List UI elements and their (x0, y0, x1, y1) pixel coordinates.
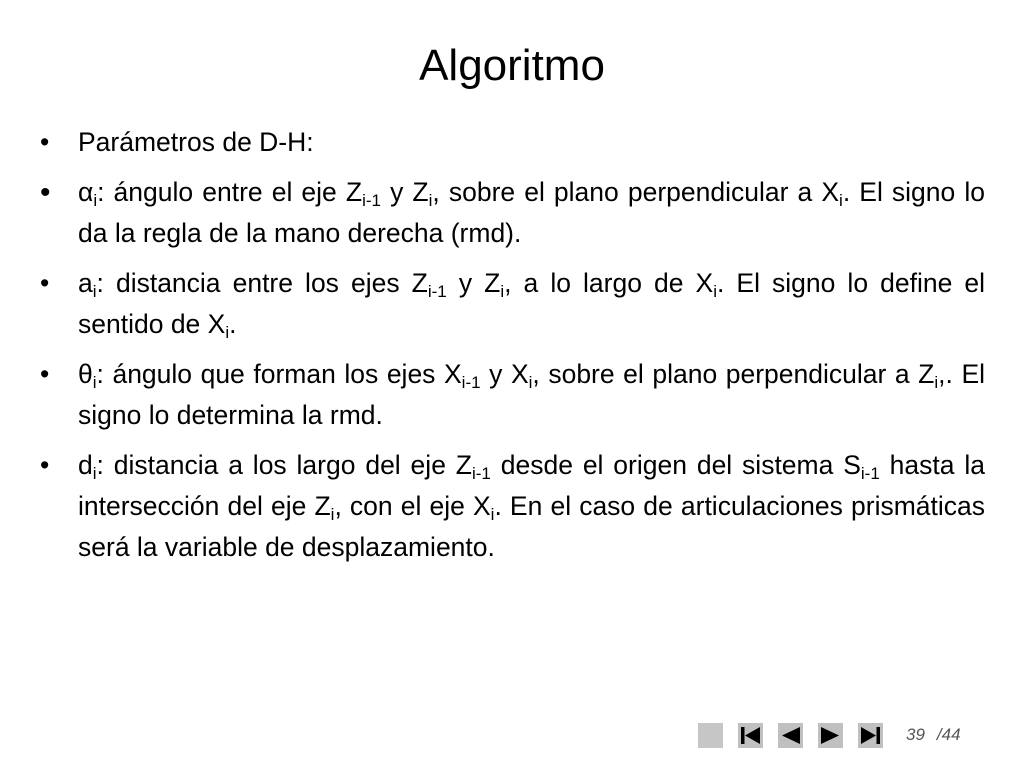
bullet-list (40, 122, 985, 577)
bullet-text: Parámetros de D-H: (78, 127, 314, 157)
bullet-text: , con el eje X (334, 491, 491, 521)
blank-square-icon[interactable] (698, 723, 723, 748)
bullet-marker: • (40, 359, 50, 389)
first-page-icon (740, 726, 761, 745)
bullet-item-d (40, 445, 985, 568)
bullet-marker: • (40, 450, 50, 480)
subscript: i (428, 191, 433, 210)
subscript: i (528, 373, 533, 392)
total-pages: /44 (936, 725, 961, 744)
bullet-text: , sobre el plano perpendicular a Z (532, 359, 935, 389)
bullet-text: : distancia entre los ejes Z (96, 268, 428, 298)
previous-page-button[interactable] (778, 723, 803, 748)
bullet-text: : distancia a los largo del eje Z (96, 450, 472, 480)
slide-title: Algoritmo (419, 41, 605, 90)
bullet-text: : ángulo entre el eje Z (97, 177, 363, 207)
page-counter (906, 725, 961, 745)
slide-navigation-bar (698, 722, 961, 748)
subscript: i (225, 323, 230, 342)
bullet-text: : ángulo que forman los ejes X (96, 359, 462, 389)
last-page-icon (860, 726, 881, 745)
bullet-marker: • (40, 127, 50, 157)
bullet-text: y Z (446, 268, 501, 298)
subscript: i-1 (427, 282, 447, 301)
parameter-symbol: d (78, 450, 93, 480)
subscript: i-1 (471, 464, 491, 483)
bullet-text: , a lo largo de X (504, 268, 714, 298)
bullet-text: hasta la intersección del eje Z (78, 450, 985, 521)
subscript: i (934, 373, 939, 392)
bullet-item-dh-parameters (40, 122, 985, 163)
subscript: i (500, 282, 505, 301)
subscript: i-1 (461, 373, 481, 392)
subscript: i (92, 464, 97, 483)
next-page-icon (820, 726, 841, 745)
bullet-text: . En el caso de articulaciones prismáticas será la variable de desplazamiento. (78, 491, 986, 562)
parameter-symbol: θ (78, 359, 93, 389)
bullet-text: . El signo lo define el sentido de X (78, 268, 986, 339)
subscript: i (330, 505, 335, 524)
last-page-button[interactable] (858, 723, 883, 748)
subscript: i (713, 282, 717, 301)
subscript: i (93, 191, 98, 210)
bullet-text: y Z (380, 177, 429, 207)
bullet-text: . El signo lo da la regla de la mano derecha (rmd). (78, 177, 985, 248)
subscript: i (839, 191, 843, 210)
bullet-text: y X (480, 359, 529, 389)
subscript: i-1 (860, 464, 880, 483)
subscript: i-1 (362, 191, 381, 210)
subscript: i (490, 505, 495, 524)
bullet-marker: • (40, 176, 51, 209)
bullet-text: desde el origen del sistema S (490, 450, 861, 480)
bullet-text: . (229, 309, 237, 339)
first-page-button[interactable] (738, 723, 763, 748)
bullet-item-a (40, 263, 985, 345)
bullet-item-theta (40, 354, 985, 436)
bullet-text: , sobre el plano perpendicular a X (432, 177, 840, 207)
bullet-text: ,. El signo lo determina la rmd. (78, 359, 986, 430)
bullet-marker: • (40, 268, 50, 298)
current-page-number: 39 (906, 725, 925, 744)
subscript: i (92, 282, 97, 301)
subscript: i (92, 373, 97, 392)
next-page-button[interactable] (818, 723, 843, 748)
previous-page-icon (780, 726, 801, 745)
parameter-symbol: a (78, 268, 93, 298)
bullet-item-alpha (40, 172, 985, 254)
parameter-symbol: α (78, 177, 94, 207)
